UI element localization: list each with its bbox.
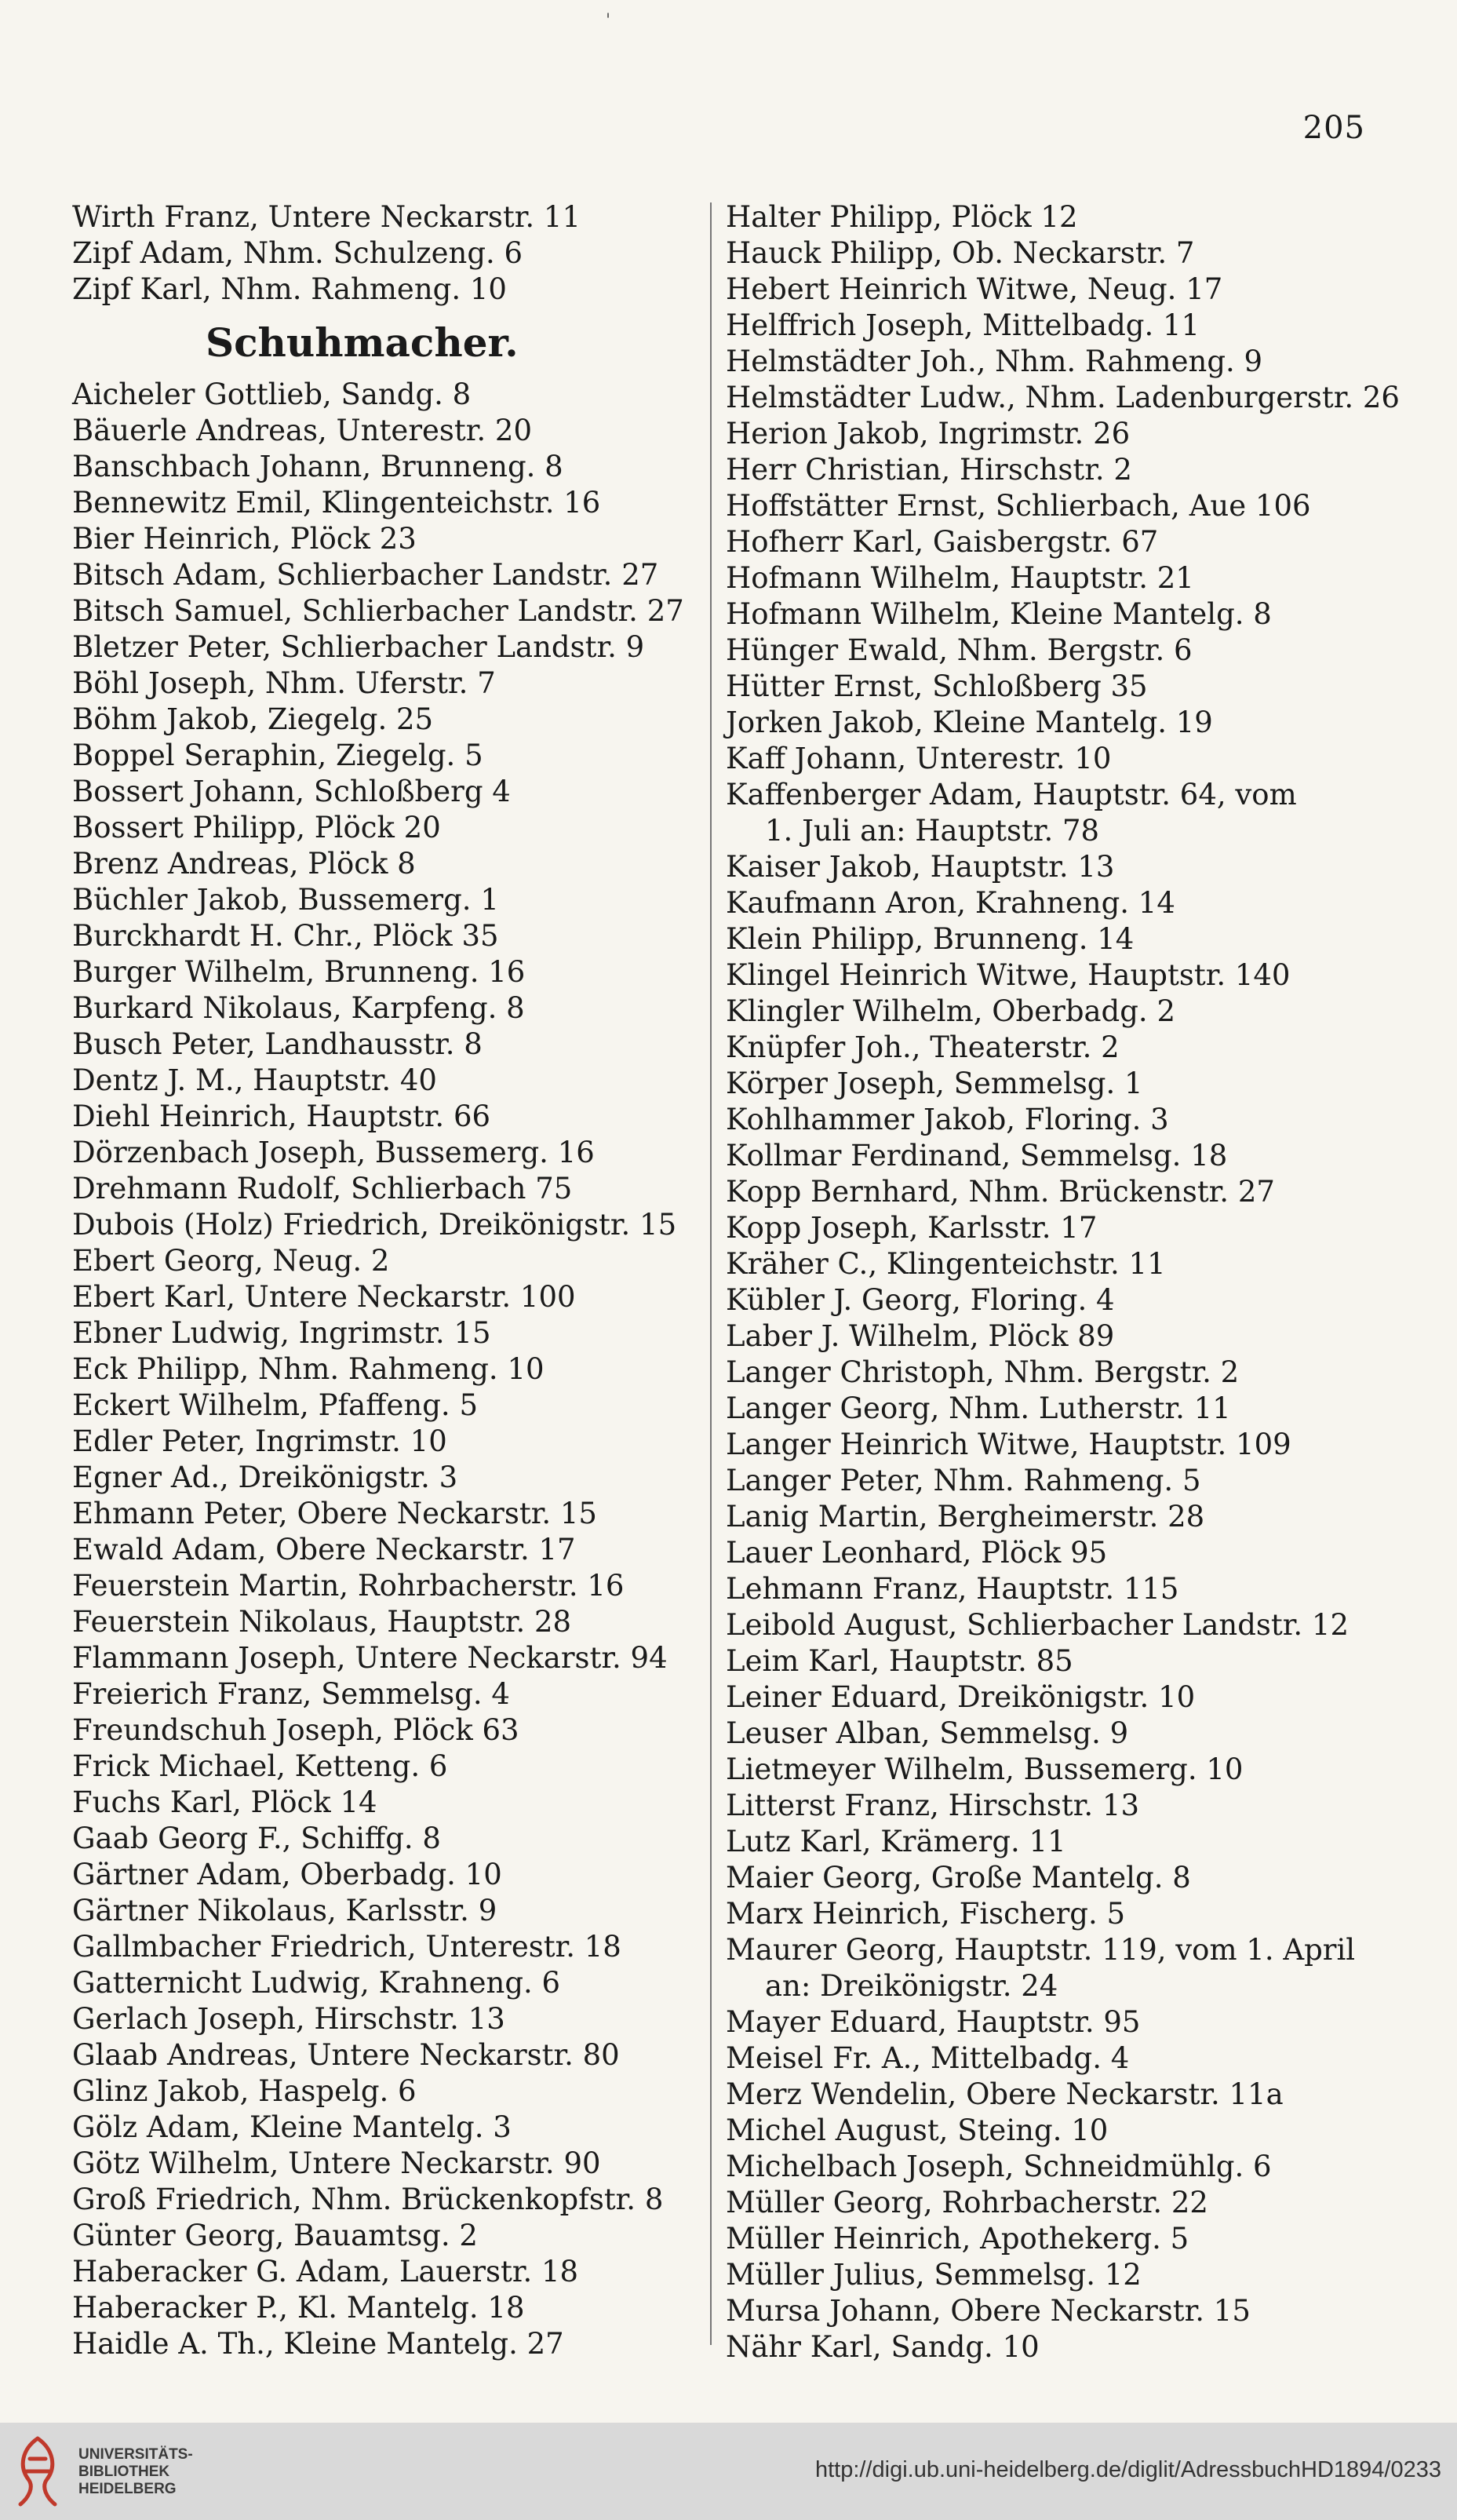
directory-entry: Gärtner Adam, Oberbadg. 10 xyxy=(72,1858,502,1891)
directory-entry: Herr Christian, Hirschstr. 2 xyxy=(726,453,1132,487)
directory-entry: Hebert Heinrich Witwe, Neug. 17 xyxy=(726,272,1223,306)
directory-entry: Dubois (Holz) Friedrich, Dreikönigstr. 15 xyxy=(72,1208,677,1242)
directory-entry: Maier Georg, Große Mantelg. 8 xyxy=(726,1861,1191,1895)
directory-entry: Götz Wilhelm, Untere Neckarstr. 90 xyxy=(72,2146,601,2180)
directory-entry: Gallmbacher Friedrich, Unterestr. 18 xyxy=(72,1930,621,1964)
directory-entry: Bier Heinrich, Plöck 23 xyxy=(72,522,417,556)
directory-entry: Michel August, Steing. 10 xyxy=(726,2113,1109,2147)
directory-entry: Bitsch Adam, Schlierbacher Landstr. 27 xyxy=(72,558,659,592)
directory-entry: Lietmeyer Wilhelm, Bussemerg. 10 xyxy=(726,1752,1244,1786)
directory-entry: Leuser Alban, Semmelsg. 9 xyxy=(726,1716,1129,1750)
logo-line: HEIDELBERG xyxy=(78,2481,177,2497)
top-mark: ' xyxy=(606,11,611,31)
directory-entry: Kaff Johann, Unterestr. 10 xyxy=(726,742,1112,775)
directory-entry: Langer Heinrich Witwe, Hauptstr. 109 xyxy=(726,1428,1291,1461)
directory-entry: Böhm Jakob, Ziegelg. 25 xyxy=(72,702,434,736)
directory-entry: Gerlach Joseph, Hirschstr. 13 xyxy=(72,2002,505,2036)
directory-entry: Lanig Martin, Bergheimerstr. 28 xyxy=(726,1500,1205,1534)
directory-entry: Müller Heinrich, Apothekerg. 5 xyxy=(726,2222,1189,2256)
directory-entry: Klingler Wilhelm, Oberbadg. 2 xyxy=(726,994,1175,1028)
directory-entry: Müller Julius, Semmelsg. 12 xyxy=(726,2258,1142,2292)
directory-entry: Hütter Ernst, Schloßberg 35 xyxy=(726,669,1148,703)
directory-entry: Herion Jakob, Ingrimstr. 26 xyxy=(726,417,1131,450)
directory-entry: Halter Philipp, Plöck 12 xyxy=(726,200,1078,234)
logo-line: UNIVERSITÄTS- xyxy=(78,2446,193,2463)
directory-entry: Flammann Joseph, Untere Neckarstr. 94 xyxy=(72,1641,668,1675)
directory-entry: Eckert Wilhelm, Pfaffeng. 5 xyxy=(72,1388,478,1422)
directory-entry: Wirth Franz, Untere Neckarstr. 11 xyxy=(72,200,581,234)
directory-entry: Lauer Leonhard, Plöck 95 xyxy=(726,1536,1108,1570)
directory-entry: Klingel Heinrich Witwe, Hauptstr. 140 xyxy=(726,958,1291,992)
pre-heading-list xyxy=(72,199,700,308)
footer-bar xyxy=(0,2423,1457,2520)
entry-text: Maurer Georg, Hauptstr. 119, vom 1. April xyxy=(726,1933,1356,1967)
directory-entry: Marx Heinrich, Fischerg. 5 xyxy=(726,1897,1126,1931)
directory-entry: Dörzenbach Joseph, Bussemerg. 16 xyxy=(72,1136,595,1169)
directory-entry: Edler Peter, Ingrimstr. 10 xyxy=(72,1424,447,1458)
directory-entry: Ebert Karl, Untere Neckarstr. 100 xyxy=(72,1280,576,1314)
directory-entry: Kübler J. Georg, Floring. 4 xyxy=(726,1283,1115,1317)
directory-entry: Müller Georg, Rohrbacherstr. 22 xyxy=(726,2186,1208,2219)
directory-entry-wrapped xyxy=(726,1932,1377,2004)
directory-entry: Bletzer Peter, Schlierbacher Landstr. 9 xyxy=(72,630,645,664)
directory-entry: Leiner Eduard, Dreikönigstr. 10 xyxy=(726,1680,1196,1714)
directory-entry: Bossert Philipp, Plöck 20 xyxy=(72,811,441,844)
directory-entry: Kopp Bernhard, Nhm. Brückenstr. 27 xyxy=(726,1175,1275,1209)
directory-entry: Zipf Adam, Nhm. Schulzeng. 6 xyxy=(72,236,523,270)
directory-entry: Hauck Philipp, Ob. Neckarstr. 7 xyxy=(726,236,1195,270)
directory-entry: Meisel Fr. A., Mittelbadg. 4 xyxy=(726,2041,1130,2075)
directory-entry: Groß Friedrich, Nhm. Brückenkopfstr. 8 xyxy=(72,2183,664,2216)
directory-entry-wrapped xyxy=(726,777,1377,849)
directory-entry: Ebner Ludwig, Ingrimstr. 15 xyxy=(72,1316,491,1350)
directory-entry: Mayer Eduard, Hauptstr. 95 xyxy=(726,2005,1141,2039)
directory-entry: Kohlhammer Jakob, Floring. 3 xyxy=(726,1103,1169,1136)
directory-entry: Ehmann Peter, Obere Neckarstr. 15 xyxy=(72,1497,597,1530)
directory-entry: Mursa Johann, Obere Neckarstr. 15 xyxy=(726,2294,1251,2328)
directory-entry: Gärtner Nikolaus, Karlsstr. 9 xyxy=(72,1894,497,1927)
directory-entry: Gatternicht Ludwig, Krahneng. 6 xyxy=(72,1966,561,2000)
directory-entry: Klein Philipp, Brunneng. 14 xyxy=(726,922,1135,956)
directory-entry: Michelbach Joseph, Schneidmühlg. 6 xyxy=(726,2150,1272,2183)
entry-list-c xyxy=(726,2004,1377,2365)
directory-entry: Ebert Georg, Neug. 2 xyxy=(72,1244,390,1278)
directory-entry: Bennewitz Emil, Klingenteichstr. 16 xyxy=(72,486,601,520)
directory-entry: Drehmann Rudolf, Schlierbach 75 xyxy=(72,1172,573,1205)
directory-entry: Haidle A. Th., Kleine Mantelg. 27 xyxy=(72,2327,564,2361)
source-url-link[interactable]: http://digi.ub.uni-heidelberg.de/diglit/AdressbuchHD1894/0233 xyxy=(814,2457,1441,2482)
directory-entry: Helmstädter Ludw., Nhm. Ladenburgerstr. 26 xyxy=(726,381,1400,414)
directory-entry: Kollmar Ferdinand, Semmelsg. 18 xyxy=(726,1139,1228,1172)
directory-entry: Freundschuh Joseph, Plöck 63 xyxy=(72,1713,519,1747)
directory-entry: Aicheler Gottlieb, Sandg. 8 xyxy=(72,377,472,411)
directory-entry: Leim Karl, Hauptstr. 85 xyxy=(726,1644,1073,1678)
page-number: 205 xyxy=(1302,110,1365,146)
directory-entry: Fuchs Karl, Plöck 14 xyxy=(72,1785,377,1819)
directory-entry: Knüpfer Joh., Theaterstr. 2 xyxy=(726,1030,1120,1064)
directory-entry: Banschbach Johann, Brunneng. 8 xyxy=(72,450,563,483)
entry-list-a xyxy=(726,199,1400,777)
left-column xyxy=(72,199,700,2362)
directory-entry: Frick Michael, Ketteng. 6 xyxy=(72,1749,448,1783)
directory-entry: Langer Christoph, Nhm. Bergstr. 2 xyxy=(726,1355,1240,1389)
directory-entry: Laber J. Wilhelm, Plöck 89 xyxy=(726,1319,1115,1353)
directory-entry: Hofmann Wilhelm, Kleine Mantelg. 8 xyxy=(726,597,1272,631)
entry-continuation: an: Dreikönigstr. 24 xyxy=(765,1969,1058,2003)
directory-entry: Egner Ad., Dreikönigstr. 3 xyxy=(72,1461,458,1494)
directory-entry: Kopp Joseph, Karlsstr. 17 xyxy=(726,1211,1098,1245)
logo-line: BIBLIOTHEK xyxy=(78,2463,170,2480)
directory-entry: Burckhardt H. Chr., Plöck 35 xyxy=(72,919,499,953)
directory-entry: Bäuerle Andreas, Unterestr. 20 xyxy=(72,414,532,447)
right-column xyxy=(726,199,1400,2365)
directory-entry: Kräher C., Klingenteichstr. 11 xyxy=(726,1247,1166,1281)
column-divider xyxy=(710,202,712,2345)
directory-entry: Böhl Joseph, Nhm. Uferstr. 7 xyxy=(72,666,496,700)
directory-entry: Hünger Ewald, Nhm. Bergstr. 6 xyxy=(726,633,1193,667)
directory-entry: Kaiser Jakob, Hauptstr. 13 xyxy=(726,850,1115,884)
directory-entry: Bossert Johann, Schloßberg 4 xyxy=(72,775,511,808)
directory-entry: Glinz Jakob, Haspelg. 6 xyxy=(72,2074,417,2108)
directory-entry: Boppel Seraphin, Ziegelg. 5 xyxy=(72,738,483,772)
directory-entry: Ewald Adam, Obere Neckarstr. 17 xyxy=(72,1533,576,1566)
directory-entry: Kaufmann Aron, Krahneng. 14 xyxy=(726,886,1175,920)
directory-entry: Lehmann Franz, Hauptstr. 115 xyxy=(726,1572,1179,1606)
directory-entry: Eck Philipp, Nhm. Rahmeng. 10 xyxy=(72,1352,545,1386)
directory-entry: Gölz Adam, Kleine Mantelg. 3 xyxy=(72,2110,512,2144)
directory-entry: Büchler Jakob, Bussemerg. 1 xyxy=(72,883,499,917)
directory-entry: Nähr Karl, Sandg. 10 xyxy=(726,2330,1040,2364)
shoemaker-list xyxy=(72,377,700,2362)
directory-entry: Busch Peter, Landhausstr. 8 xyxy=(72,1027,483,1061)
directory-entry: Hofherr Karl, Gaisbergstr. 67 xyxy=(726,525,1159,559)
directory-entry: Glaab Andreas, Untere Neckarstr. 80 xyxy=(72,2038,620,2072)
directory-entry: Langer Georg, Nhm. Lutherstr. 11 xyxy=(726,1391,1231,1425)
entry-continuation: 1. Juli an: Hauptstr. 78 xyxy=(765,814,1100,848)
directory-entry: Haberacker P., Kl. Mantelg. 18 xyxy=(72,2291,525,2325)
directory-entry: Günter Georg, Bauamtsg. 2 xyxy=(72,2219,478,2252)
directory-entry: Körper Joseph, Semmelsg. 1 xyxy=(726,1067,1143,1100)
directory-entry: Burkard Nikolaus, Karpfeng. 8 xyxy=(72,991,525,1025)
section-heading: Schuhmacher. xyxy=(206,319,519,366)
directory-entry: Litterst Franz, Hirschstr. 13 xyxy=(726,1789,1140,1822)
directory-entry: Dentz J. M., Hauptstr. 40 xyxy=(72,1063,437,1097)
directory-entry: Freierich Franz, Semmelsg. 4 xyxy=(72,1677,510,1711)
directory-entry: Hofmann Wilhelm, Hauptstr. 21 xyxy=(726,561,1194,595)
directory-entry: Haberacker G. Adam, Lauerstr. 18 xyxy=(72,2255,579,2288)
directory-entry: Feuerstein Nikolaus, Hauptstr. 28 xyxy=(72,1605,572,1639)
library-logo-icon xyxy=(14,2435,61,2507)
directory-entry: Zipf Karl, Nhm. Rahmeng. 10 xyxy=(72,272,507,306)
directory-entry: Diehl Heinrich, Hauptstr. 66 xyxy=(72,1100,491,1133)
directory-entry: Bitsch Samuel, Schlierbacher Landstr. 27 xyxy=(72,594,684,628)
directory-entry: Jorken Jakob, Kleine Mantelg. 19 xyxy=(726,706,1213,739)
directory-entry: Gaab Georg F., Schiffg. 8 xyxy=(72,1822,441,1855)
directory-entry: Langer Peter, Nhm. Rahmeng. 5 xyxy=(726,1464,1201,1497)
entry-list-b xyxy=(726,849,1377,1932)
entry-text: Kaffenberger Adam, Hauptstr. 64, vom xyxy=(726,778,1297,811)
directory-entry: Brenz Andreas, Plöck 8 xyxy=(72,847,416,881)
directory-entry: Lutz Karl, Krämerg. 11 xyxy=(726,1825,1066,1858)
directory-entry: Merz Wendelin, Obere Neckarstr. 11a xyxy=(726,2077,1284,2111)
directory-entry: Feuerstein Martin, Rohrbacherstr. 16 xyxy=(72,1569,625,1603)
directory-entry: Burger Wilhelm, Brunneng. 16 xyxy=(72,955,526,989)
directory-entry: Helffrich Joseph, Mittelbadg. 11 xyxy=(726,308,1200,342)
directory-entry: Hoffstätter Ernst, Schlierbach, Aue 106 xyxy=(726,489,1311,523)
directory-entry: Helmstädter Joh., Nhm. Rahmeng. 9 xyxy=(726,345,1263,378)
directory-entry: Leibold August, Schlierbacher Landstr. 12 xyxy=(726,1608,1350,1642)
library-logo-text xyxy=(78,2446,193,2498)
